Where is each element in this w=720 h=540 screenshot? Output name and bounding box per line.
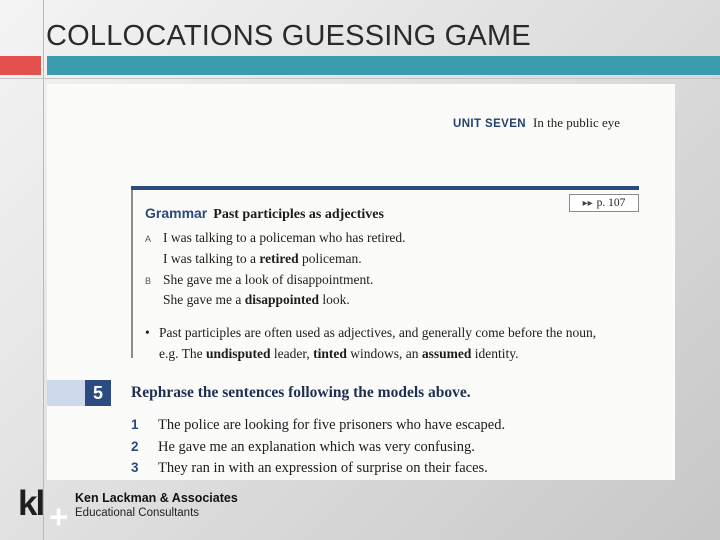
note-bold-word: assumed (421, 346, 472, 361)
example-text: She gave me a (163, 292, 245, 307)
unit-header (453, 115, 620, 131)
grammar-note-line-1 (145, 322, 596, 343)
exercise-number-band (47, 380, 85, 406)
example-text: I was talking to a policeman who has retired. (163, 230, 406, 245)
exercise-item-number: 2 (131, 439, 139, 454)
example-bold-word: disappointed (244, 292, 320, 307)
grammar-heading (145, 205, 384, 223)
note-bold-word: undisputed (206, 346, 271, 361)
unit-number: UNIT SEVEN (453, 118, 527, 130)
page-reference-text: p. 107 (596, 197, 626, 209)
grammar-example (145, 292, 350, 308)
example-text-end: policeman. (298, 251, 362, 266)
grammar-example (145, 251, 362, 267)
company-name: Ken Lackman & Associates (75, 491, 238, 505)
note-text: e.g. The (159, 346, 206, 361)
grammar-box-left-rule (131, 190, 133, 358)
grammar-example (145, 230, 406, 246)
exercise-number: 5 (85, 380, 111, 406)
title-accent-teal-bar (47, 56, 720, 75)
example-text: She gave me a look of disappointment. (163, 272, 374, 287)
note-text: windows, an (346, 346, 422, 361)
example-bold-word: retired (259, 251, 299, 266)
example-letter: B (145, 276, 152, 286)
grammar-note-line-2 (145, 343, 596, 364)
example-text-end: look. (319, 292, 350, 307)
grammar-topic: Past participles as adjectives (213, 207, 384, 222)
note-text: leader, (270, 346, 314, 361)
textbook-scan-image (47, 84, 675, 480)
example-letter: A (145, 234, 152, 244)
exercise-item (131, 439, 475, 456)
book-reference-icon: ▸▸ (582, 197, 593, 209)
grammar-example (145, 272, 373, 288)
exercise-item-number: 1 (131, 417, 139, 432)
exercise-item-number: 3 (131, 460, 139, 475)
example-text: I was talking to a (163, 251, 260, 266)
exercise-item-text: He gave me an explanation which was very confusing. (158, 439, 475, 455)
bullet: • (145, 325, 150, 340)
exercise-item-text: The police are looking for five prisoners who have escaped. (158, 417, 506, 433)
logo-plus-icon: + (49, 498, 69, 535)
exercise-item-text: They ran in with an expression of surprise on their faces. (158, 460, 488, 476)
slide-horizontal-rule (0, 78, 720, 79)
exercise-instruction: Rephrase the sentences following the models above. (131, 384, 471, 401)
note-text: Past participles are often used as adjectives, and generally come before the noun, (159, 325, 597, 340)
company-tagline: Educational Consultants (75, 507, 200, 519)
note-text: identity. (471, 346, 519, 361)
note-bold-word: tinted (313, 346, 347, 361)
grammar-box-top-rule (131, 186, 639, 190)
slide-title: COLLOCATIONS GUESSING GAME (46, 20, 531, 52)
grammar-label: Grammar (145, 205, 208, 221)
company-logo (18, 484, 74, 535)
page-reference-box (569, 194, 639, 212)
title-accent-red-bar (0, 56, 41, 75)
exercise-item (131, 417, 505, 434)
exercise-item (131, 460, 488, 477)
unit-title: In the public eye (533, 115, 621, 130)
slide-vertical-rule (43, 0, 44, 540)
logo-letters: kl (18, 484, 44, 523)
grammar-note (145, 322, 596, 364)
